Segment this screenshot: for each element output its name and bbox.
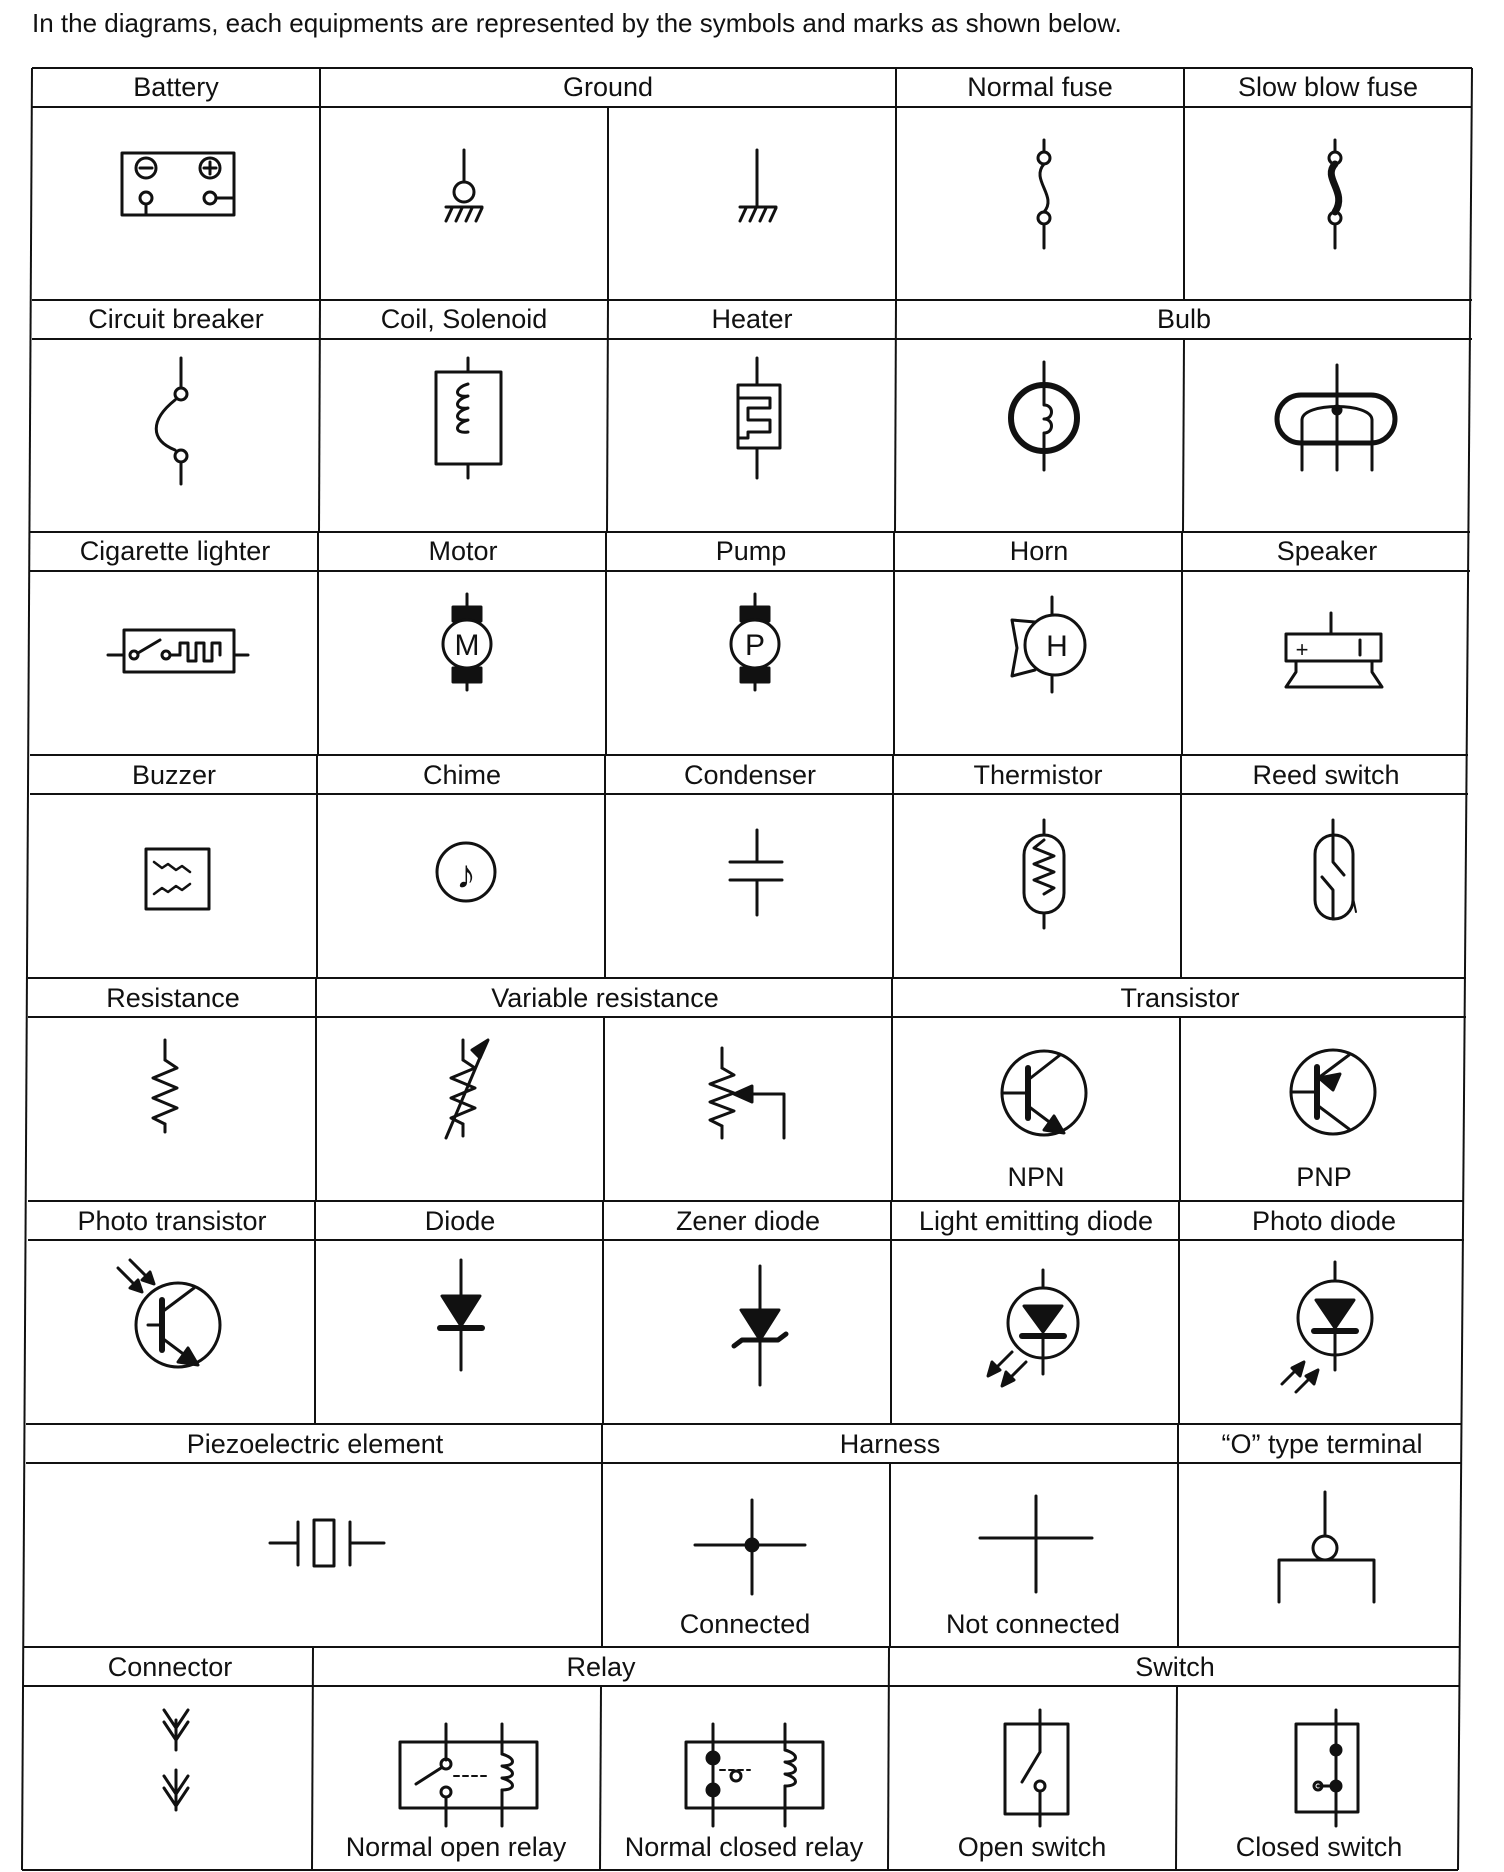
- connector-icon: [164, 1710, 188, 1810]
- zener-diode-icon: [734, 1266, 786, 1385]
- speaker-icon: [1286, 613, 1382, 687]
- coil-solenoid-icon: [436, 358, 501, 478]
- header-light-emitting-diode: Light emitting diode: [918, 1206, 1154, 1236]
- label-closed-switch: Closed switch: [1235, 1832, 1403, 1862]
- header-slow-blow-fuse: Slow blow fuse: [1237, 72, 1419, 102]
- photo-transistor-icon: [118, 1260, 220, 1367]
- header-condenser: Condenser: [683, 760, 817, 790]
- header-speaker: Speaker: [1276, 536, 1378, 566]
- diode-icon: [440, 1260, 482, 1370]
- closed-switch-icon: [1296, 1710, 1358, 1826]
- label-not-connected: Not connected: [945, 1609, 1121, 1639]
- battery-plus-glyph: ⊕: [209, 175, 211, 176]
- header-diode: Diode: [424, 1206, 496, 1236]
- slow-blow-fuse-icon: [1329, 140, 1341, 248]
- header-resistance: Resistance: [106, 983, 240, 1013]
- header-labels: [77, 72, 1422, 1682]
- heater-icon: [738, 358, 780, 478]
- motor-icon: [443, 594, 491, 690]
- header-photo-transistor: Photo transistor: [77, 1206, 267, 1236]
- speaker-plus-glyph: +: [1295, 637, 1309, 662]
- header-ground: Ground: [562, 72, 654, 102]
- header-battery: Battery: [133, 72, 219, 102]
- sub-labels: [346, 1162, 1403, 1862]
- header-switch: Switch: [1135, 1652, 1215, 1682]
- header-connector: Connector: [107, 1652, 233, 1682]
- ground-icon: [740, 150, 776, 221]
- horn-glyph: H: [1046, 630, 1068, 663]
- harness-connected-icon: [695, 1500, 805, 1594]
- header-piezoelectric-element: Piezoelectric element: [186, 1429, 444, 1459]
- intro-text: In the diagrams, each equipments are represented by the symbols and marks as shown below.: [32, 8, 1122, 38]
- normal-fuse-icon: [1038, 140, 1050, 248]
- table-grid: [22, 68, 1472, 1870]
- normal-open-relay-icon: [400, 1724, 537, 1826]
- open-switch-icon: [1005, 1710, 1068, 1826]
- header-harness: Harness: [839, 1429, 941, 1459]
- npn-transistor-icon: [1002, 1051, 1086, 1135]
- chime-note-glyph: ♪: [456, 853, 476, 897]
- label-normal-open-relay: Normal open relay: [345, 1832, 567, 1862]
- header-coil-solenoid: Coil, Solenoid: [380, 304, 548, 334]
- battery-minus-glyph: ⊖: [145, 175, 147, 176]
- header-zener-diode: Zener diode: [675, 1206, 821, 1236]
- reed-switch-icon: [1315, 820, 1356, 919]
- pump-glyph: P: [744, 629, 766, 662]
- label-normal-closed-relay: Normal closed relay: [624, 1832, 864, 1862]
- header-relay: Relay: [566, 1652, 636, 1682]
- header-o-type-terminal: “O” type terminal: [1221, 1429, 1423, 1459]
- header-circuit-breaker: Circuit breaker: [88, 304, 264, 334]
- label-npn: NPN: [1007, 1162, 1065, 1192]
- header-pump: Pump: [715, 536, 787, 566]
- bulb-icon: [1011, 362, 1077, 470]
- header-horn: Horn: [1009, 536, 1069, 566]
- photo-diode-icon: [1282, 1262, 1372, 1392]
- condenser-icon: [730, 830, 782, 915]
- motor-glyph: M: [454, 629, 480, 662]
- header-chime: Chime: [422, 760, 502, 790]
- piezoelectric-element-icon: [270, 1520, 384, 1566]
- resistance-icon: [153, 1040, 177, 1132]
- label-connected: Connected: [679, 1609, 811, 1639]
- buzzer-icon: [146, 849, 209, 909]
- header-variable-resistance: Variable resistance: [491, 983, 719, 1013]
- header-normal-fuse: Normal fuse: [967, 72, 1113, 102]
- horn-icon: [1012, 597, 1085, 692]
- header-bulb: Bulb: [1156, 304, 1212, 334]
- header-cigarette-lighter: Cigarette lighter: [79, 536, 271, 566]
- header-heater: Heater: [711, 304, 793, 334]
- variable-resistance-thermal-icon: [446, 1040, 488, 1138]
- chime-icon: [437, 843, 495, 901]
- header-reed-switch: Reed switch: [1252, 760, 1400, 790]
- battery-icon: [122, 153, 234, 215]
- pump-icon: [731, 594, 779, 690]
- header-motor: Motor: [428, 536, 498, 566]
- label-pnp: PNP: [1296, 1162, 1352, 1192]
- normal-closed-relay-icon: [686, 1724, 823, 1826]
- o-type-terminal-icon: [1279, 1492, 1374, 1602]
- light-emitting-diode-icon: [988, 1270, 1078, 1386]
- harness-not-connected-icon: [980, 1496, 1092, 1592]
- variable-resistance-potentiometer-icon: [710, 1048, 784, 1138]
- header-transistor: Transistor: [1120, 983, 1240, 1013]
- double-filament-bulb-icon: [1277, 365, 1395, 470]
- header-thermistor: Thermistor: [973, 760, 1103, 790]
- header-buzzer: Buzzer: [131, 760, 217, 790]
- cigarette-lighter-icon: [108, 630, 248, 672]
- label-open-switch: Open switch: [957, 1832, 1107, 1862]
- pnp-transistor-icon: [1291, 1050, 1375, 1134]
- circuit-breaker-icon: [156, 358, 187, 484]
- header-photo-diode: Photo diode: [1251, 1206, 1397, 1236]
- thermistor-icon: [1024, 820, 1064, 928]
- ground-body-icon: [446, 150, 482, 221]
